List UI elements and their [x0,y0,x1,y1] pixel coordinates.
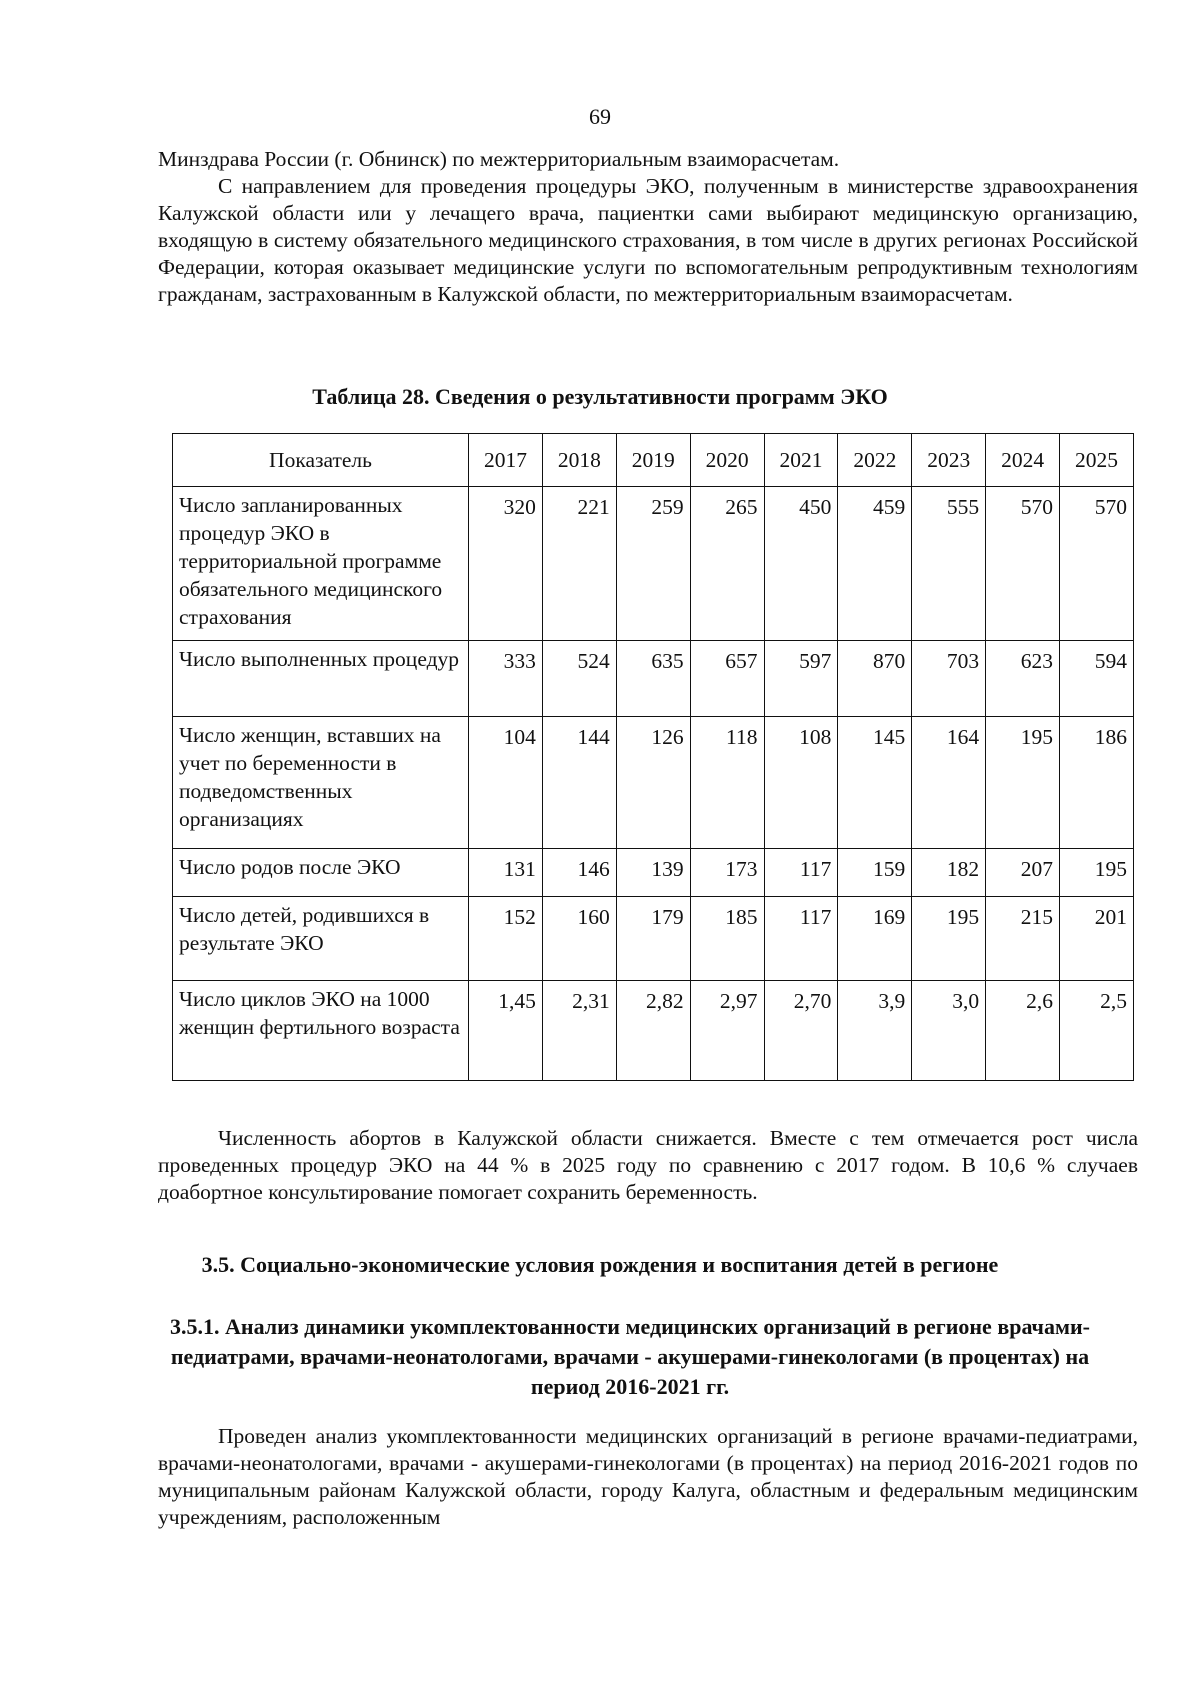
table-row [173,849,1134,897]
cell-value: 117 [764,897,838,981]
cell-value: 597 [764,641,838,717]
cell-value: 104 [469,717,543,849]
cell-value: 169 [838,897,912,981]
cell-value: 870 [838,641,912,717]
cell-value: 215 [986,897,1060,981]
cell-value: 179 [616,897,690,981]
row-label: Число детей, родившихся в результате ЭКО [173,897,469,981]
row-label: Число родов после ЭКО [173,849,469,897]
header-year: 2022 [838,434,912,487]
header-year: 2024 [986,434,1060,487]
header-year: 2021 [764,434,838,487]
cell-value: 570 [1060,487,1134,641]
cell-value: 657 [690,641,764,717]
cell-value: 186 [1060,717,1134,849]
cell-value: 3,9 [838,981,912,1081]
cell-value: 3,0 [912,981,986,1081]
cell-value: 195 [986,717,1060,849]
cell-value: 221 [542,487,616,641]
header-year: 2019 [616,434,690,487]
cell-value: 259 [616,487,690,641]
cell-value: 160 [542,897,616,981]
cell-value: 459 [838,487,912,641]
cell-value: 144 [542,717,616,849]
cell-value: 320 [469,487,543,641]
paragraph-3: Численность абортов в Калужской области снижается. Вместе с тем отмечается рост числа проведенных процедур ЭКО на 44 % в 2025 году по сравнению с 2017 годом. В 10,6 % случаев доабортное консультирование помогает сохранить беременность. [158,1126,1138,1204]
cell-value: 623 [986,641,1060,717]
header-year: 2020 [690,434,764,487]
table-row [173,717,1134,849]
table-caption: Таблица 28. Сведения о результативности программ ЭКО [312,384,888,409]
cell-value: 152 [469,897,543,981]
cell-value: 195 [912,897,986,981]
cell-value: 594 [1060,641,1134,717]
cell-value: 201 [1060,897,1134,981]
cell-value: 555 [912,487,986,641]
cell-value: 2,6 [986,981,1060,1081]
table-row [173,487,1134,641]
cell-value: 2,70 [764,981,838,1081]
row-label: Число выполненных процедур [173,641,469,717]
paragraph-2: С направлением для проведения процедуры ЭКО, полученным в министерстве здравоохранения Калужской области или у лечащего врача, пациентки сами выбирают медицинскую организацию, входящую в систему обязательного медицинского страхования, в том числе в других регионах Российской Федерации, которая оказывает медицинские услуги по вспомогательным репродуктивным технологиям гражданам, застрахованным в Калужской области, по межтерриториальным взаиморасчетам. [158,174,1138,306]
page-number: 69 [589,104,611,129]
cell-value: 164 [912,717,986,849]
table-row [173,641,1134,717]
row-label: Число запланированных процедур ЭКО в территориальной программе обязательного медицинского страхования [173,487,469,641]
cell-value: 159 [838,849,912,897]
section-heading-3-5-1: 3.5.1. Анализ динамики укомплектованности медицинских организаций в регионе врачами-педиатрами, врачами-неонатологами, врачами - акушерами-гинекологами (в процентах) на период 2016-2021 гг. [170,1314,1090,1399]
header-year: 2017 [469,434,543,487]
table-row [173,897,1134,981]
cell-value: 207 [986,849,1060,897]
table-row [173,981,1134,1081]
cell-value: 139 [616,849,690,897]
cell-value: 2,97 [690,981,764,1081]
header-year: 2025 [1060,434,1134,487]
cell-value: 145 [838,717,912,849]
cell-value: 2,5 [1060,981,1134,1081]
cell-value: 146 [542,849,616,897]
row-label: Число женщин, вставших на учет по беременности в подведомственных организациях [173,717,469,849]
cell-value: 117 [764,849,838,897]
cell-value: 2,31 [542,981,616,1081]
cell-value: 118 [690,717,764,849]
cell-value: 126 [616,717,690,849]
cell-value: 195 [1060,849,1134,897]
cell-value: 182 [912,849,986,897]
cell-value: 131 [469,849,543,897]
header-indicator: Показатель [173,434,469,487]
cell-value: 265 [690,487,764,641]
header-year: 2023 [912,434,986,487]
cell-value: 185 [690,897,764,981]
cell-value: 570 [986,487,1060,641]
paragraph-1 [158,146,1138,308]
cell-value: 703 [912,641,986,717]
cell-value: 2,82 [616,981,690,1081]
cell-value: 1,45 [469,981,543,1081]
cell-value: 524 [542,641,616,717]
table-header-row [173,434,1134,487]
paragraph-4: Проведен анализ укомплектованности медицинских организаций в регионе врачами-педиатрами, врачами-неонатологами, врачами - акушерами-гинекологами (в процентах) на период 2016-2021 годов по муниципальным районам Калужской области, городу Калуга, областным и федеральным медицинским учреждениям, расположенным [158,1424,1138,1529]
cell-value: 173 [690,849,764,897]
row-label: Число циклов ЭКО на 1000 женщин фертильного возраста [173,981,469,1081]
cell-value: 635 [616,641,690,717]
eco-results-table [172,433,1134,1081]
paragraph-1-line: Минздрава России (г. Обнинск) по межтерриториальным взаиморасчетам. [158,147,840,171]
header-year: 2018 [542,434,616,487]
section-heading-3-5: 3.5. Социально-экономические условия рождения и воспитания детей в регионе [201,1252,999,1277]
cell-value: 333 [469,641,543,717]
cell-value: 450 [764,487,838,641]
cell-value: 108 [764,717,838,849]
